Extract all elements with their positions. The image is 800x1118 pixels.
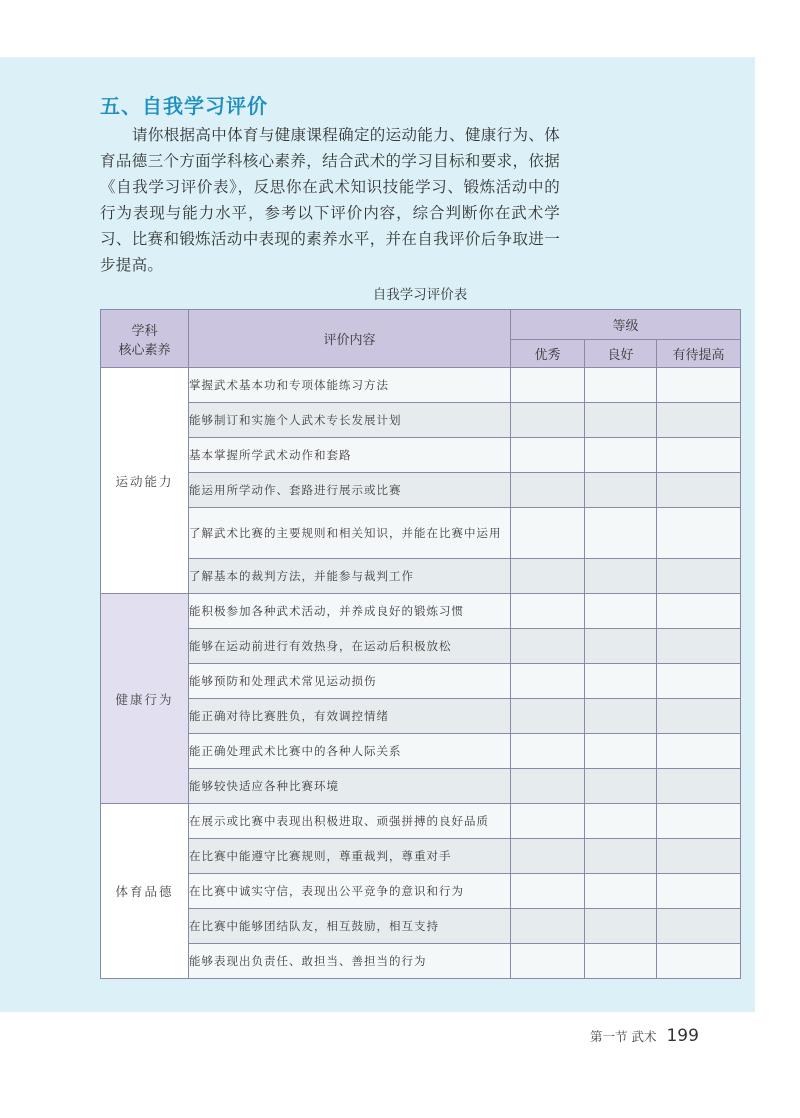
evaluation-item: 能够预防和处理武术常见运动损伤 <box>189 664 511 699</box>
grade-cell-good[interactable] <box>585 368 657 403</box>
grade-cell-improve[interactable] <box>657 699 741 734</box>
grade-cell-excellent[interactable] <box>511 508 585 559</box>
grade-cell-good[interactable] <box>585 559 657 594</box>
grade-cell-excellent[interactable] <box>511 734 585 769</box>
grade-cell-excellent[interactable] <box>511 594 585 629</box>
grade-cell-good[interactable] <box>585 403 657 438</box>
header-grade-improve: 有待提高 <box>657 340 741 368</box>
grade-cell-excellent[interactable] <box>511 403 585 438</box>
evaluation-item: 在比赛中诚实守信，表现出公平竞争的意识和行为 <box>189 874 511 909</box>
grade-cell-excellent[interactable] <box>511 769 585 804</box>
table-row <box>101 438 741 473</box>
evaluation-item: 能够表现出负责任、敢担当、善担当的行为 <box>189 944 511 979</box>
table-row <box>101 664 741 699</box>
header-content: 评价内容 <box>189 310 511 368</box>
page-number: 199 <box>666 1026 699 1046</box>
grade-cell-improve[interactable] <box>657 403 741 438</box>
grade-cell-improve[interactable] <box>657 769 741 804</box>
table-row <box>101 944 741 979</box>
grade-cell-good[interactable] <box>585 804 657 839</box>
grade-cell-excellent[interactable] <box>511 559 585 594</box>
evaluation-item: 在比赛中能够团结队友，相互鼓励，相互支持 <box>189 909 511 944</box>
evaluation-item: 了解武术比赛的主要规则和相关知识，并能在比赛中运用 <box>189 508 511 559</box>
grade-cell-excellent[interactable] <box>511 699 585 734</box>
table-row <box>101 874 741 909</box>
grade-cell-excellent[interactable] <box>511 874 585 909</box>
table-row <box>101 403 741 438</box>
evaluation-item: 能够制订和实施个人武术专长发展计划 <box>189 403 511 438</box>
evaluation-item: 在比赛中能遵守比赛规则，尊重裁判，尊重对手 <box>189 839 511 874</box>
grade-cell-excellent[interactable] <box>511 368 585 403</box>
grade-cell-improve[interactable] <box>657 438 741 473</box>
header-grade: 等级 <box>511 310 741 340</box>
table-row <box>101 839 741 874</box>
evaluation-item: 能正确处理武术比赛中的各种人际关系 <box>189 734 511 769</box>
evaluation-item: 能够在运动前进行有效热身，在运动后积极放松 <box>189 629 511 664</box>
evaluation-item: 能积极参加各种武术活动，并养成良好的锻炼习惯 <box>189 594 511 629</box>
header-grade-excellent: 优秀 <box>511 340 585 368</box>
evaluation-item: 在展示或比赛中表现出积极进取、顽强拼搏的良好品质 <box>189 804 511 839</box>
intro-paragraph: 请你根据高中体育与健康课程确定的运动能力、健康行为、体育品德三个方面学科核心素养，结合武术的学习目标和要求，依据《自我学习评价表》，反思你在武术知识技能学习、锻炼活动中的行为表现与能力水平，参考以下评价内容，综合判断你在武术学习、比赛和锻炼活动中表现的素养水平，并在自我评价后争取进一步提高。 <box>100 126 560 274</box>
grade-cell-improve[interactable] <box>657 839 741 874</box>
grade-cell-improve[interactable] <box>657 368 741 403</box>
grade-cell-excellent[interactable] <box>511 909 585 944</box>
grade-cell-good[interactable] <box>585 874 657 909</box>
grade-cell-good[interactable] <box>585 629 657 664</box>
section-heading: 五、自我学习评价 <box>100 94 268 118</box>
table-row <box>101 734 741 769</box>
header-subject: 学科 核心素养 <box>101 310 189 368</box>
table-row <box>101 629 741 664</box>
grade-cell-good[interactable] <box>585 944 657 979</box>
evaluation-item: 了解基本的裁判方法，并能参与裁判工作 <box>189 559 511 594</box>
evaluation-item: 能够较快适应各种比赛环境 <box>189 769 511 804</box>
grade-cell-good[interactable] <box>585 664 657 699</box>
table-row <box>101 368 741 403</box>
evaluation-item: 能正确对待比赛胜负，有效调控情绪 <box>189 699 511 734</box>
grade-cell-good[interactable] <box>585 909 657 944</box>
table-row <box>101 699 741 734</box>
table-row <box>101 473 741 508</box>
footer-section: 第一节 武术 <box>590 1029 657 1044</box>
grade-cell-good[interactable] <box>585 769 657 804</box>
grade-cell-good[interactable] <box>585 508 657 559</box>
table-row <box>101 559 741 594</box>
grade-cell-improve[interactable] <box>657 874 741 909</box>
grade-cell-improve[interactable] <box>657 594 741 629</box>
table-row <box>101 594 741 629</box>
grade-cell-improve[interactable] <box>657 508 741 559</box>
grade-cell-improve[interactable] <box>657 473 741 508</box>
table-caption: 自我学习评价表 <box>372 287 468 303</box>
category-cell: 运动能力 <box>101 368 189 594</box>
category-cell: 体育品德 <box>101 804 189 979</box>
grade-cell-excellent[interactable] <box>511 839 585 874</box>
evaluation-item: 能运用所学动作、套路进行展示或比赛 <box>189 473 511 508</box>
grade-cell-excellent[interactable] <box>511 664 585 699</box>
grade-cell-excellent[interactable] <box>511 438 585 473</box>
table-row <box>101 508 741 559</box>
grade-cell-improve[interactable] <box>657 734 741 769</box>
grade-cell-excellent[interactable] <box>511 944 585 979</box>
grade-cell-improve[interactable] <box>657 804 741 839</box>
grade-cell-improve[interactable] <box>657 664 741 699</box>
table-row <box>101 909 741 944</box>
grade-cell-good[interactable] <box>585 438 657 473</box>
grade-cell-excellent[interactable] <box>511 629 585 664</box>
evaluation-item: 掌握武术基本功和专项体能练习方法 <box>189 368 511 403</box>
grade-cell-good[interactable] <box>585 473 657 508</box>
table-row <box>101 804 741 839</box>
page-footer <box>590 1026 699 1046</box>
grade-cell-improve[interactable] <box>657 559 741 594</box>
grade-cell-good[interactable] <box>585 699 657 734</box>
grade-cell-good[interactable] <box>585 734 657 769</box>
grade-cell-good[interactable] <box>585 839 657 874</box>
grade-cell-good[interactable] <box>585 594 657 629</box>
grade-cell-improve[interactable] <box>657 909 741 944</box>
category-cell: 健康行为 <box>101 594 189 804</box>
grade-cell-improve[interactable] <box>657 944 741 979</box>
self-evaluation-table <box>100 309 741 979</box>
table-row <box>101 769 741 804</box>
grade-cell-excellent[interactable] <box>511 804 585 839</box>
evaluation-item: 基本掌握所学武术动作和套路 <box>189 438 511 473</box>
grade-cell-excellent[interactable] <box>511 473 585 508</box>
grade-cell-improve[interactable] <box>657 629 741 664</box>
header-grade-good: 良好 <box>585 340 657 368</box>
